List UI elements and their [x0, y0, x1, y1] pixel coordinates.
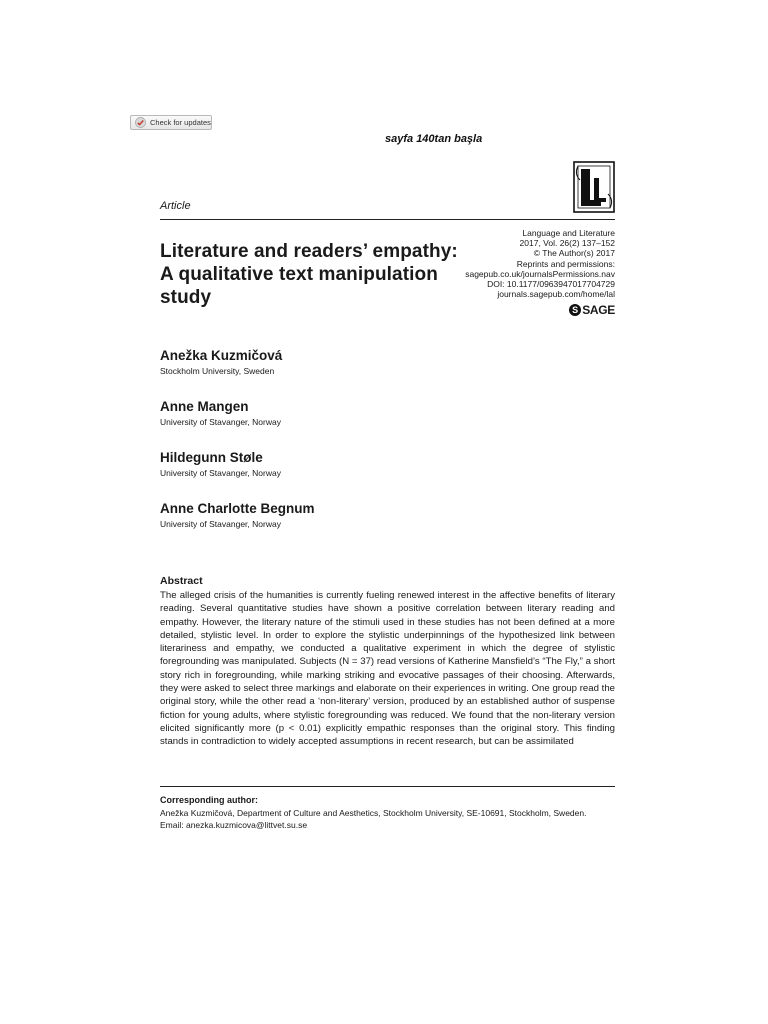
footnote-divider: [160, 786, 615, 787]
article-type-label: Article: [160, 200, 191, 212]
journal-name: Language and Literature: [522, 228, 615, 238]
abstract-body: The alleged crisis of the humanities is currently fueling renewed interest in the affective benefits of literary reading. Several quantitative studies have shown a positive correlation between literary reading and empathy. However, the literary nature of the stimuli used in these studies has not been defined at a more detailed, stylistic level. In order to explore the stylistic underpinnings of the hypothesized link between literariness and empathy, we conducted a qualitative experiment in which the degree of stylistic foregrounding was manipulated. Subjects (N = 37) read versions of Katherine Mansfield’s “The Fly,” a short story rich in foregrounding, while marking striking and evocative passages of their choosing. Afterwards, they were asked to select three markings and elaborate on their experiences in writing. One group read the original story, while the other read a ‘non-literary’ version, produced by an established author of suspense fiction for young adults, where stylistic foregrounding was reduced. We found that the non-literary version elicited significantly more (p < 0.01) explicitly empathic responses than the original story. This finding stands in contradiction to widely accepted assumptions in recent research, but can be assimilated: [160, 590, 615, 748]
author-affiliation: University of Stavanger, Norway: [160, 417, 281, 427]
journal-volume: 2017, Vol. 26(2) 137–152: [519, 238, 615, 249]
publisher-logo: [565, 302, 615, 317]
journal-homepage-link[interactable]: journals.sagepub.com/home/lal: [497, 289, 615, 300]
doi-link[interactable]: DOI: 10.1177/0963947017704729: [487, 279, 615, 290]
paper-title: Literature and readers’ empathy: A qualitative text manipulation study: [160, 241, 458, 308]
header-divider: [160, 219, 615, 220]
check-for-updates-label: Check for updates: [150, 118, 211, 127]
journal-meta: [430, 228, 615, 299]
abstract-heading: Abstract: [160, 575, 203, 587]
author-name: Hildegunn Støle: [160, 450, 263, 465]
reprints-label: Reprints and permissions:: [516, 258, 615, 269]
publisher-name: SAGE: [582, 302, 615, 317]
author-name: Anne Mangen: [160, 399, 249, 414]
author-affiliation: University of Stavanger, Norway: [160, 468, 281, 478]
author-affiliation: University of Stavanger, Norway: [160, 519, 281, 529]
author-name: Anne Charlotte Begnum: [160, 501, 315, 516]
corresponding-author-details: [160, 807, 615, 831]
check-for-updates-button[interactable]: [130, 115, 212, 130]
check-for-updates-icon: [135, 117, 146, 128]
journal-logo: [572, 160, 616, 214]
journal-copyright: © The Author(s) 2017: [533, 248, 615, 259]
corresponding-email[interactable]: Email: anezka.kuzmicova@littvet.su.se: [160, 820, 308, 830]
author-affiliation: Stockholm University, Sweden: [160, 366, 275, 376]
author-name: Anežka Kuzmičová: [160, 348, 283, 363]
sage-s-icon: S: [569, 304, 581, 316]
permissions-link[interactable]: sagepub.co.uk/journalsPermissions.nav: [465, 268, 615, 279]
page-note: sayfa 140tan başla: [385, 133, 483, 145]
corresponding-author-heading: Corresponding author:: [160, 795, 258, 805]
corresponding-address: Anežka Kuzmičová, Department of Culture and Aesthetics, Stockholm University, SE-10691, Stockholm, Sweden.: [160, 808, 587, 818]
